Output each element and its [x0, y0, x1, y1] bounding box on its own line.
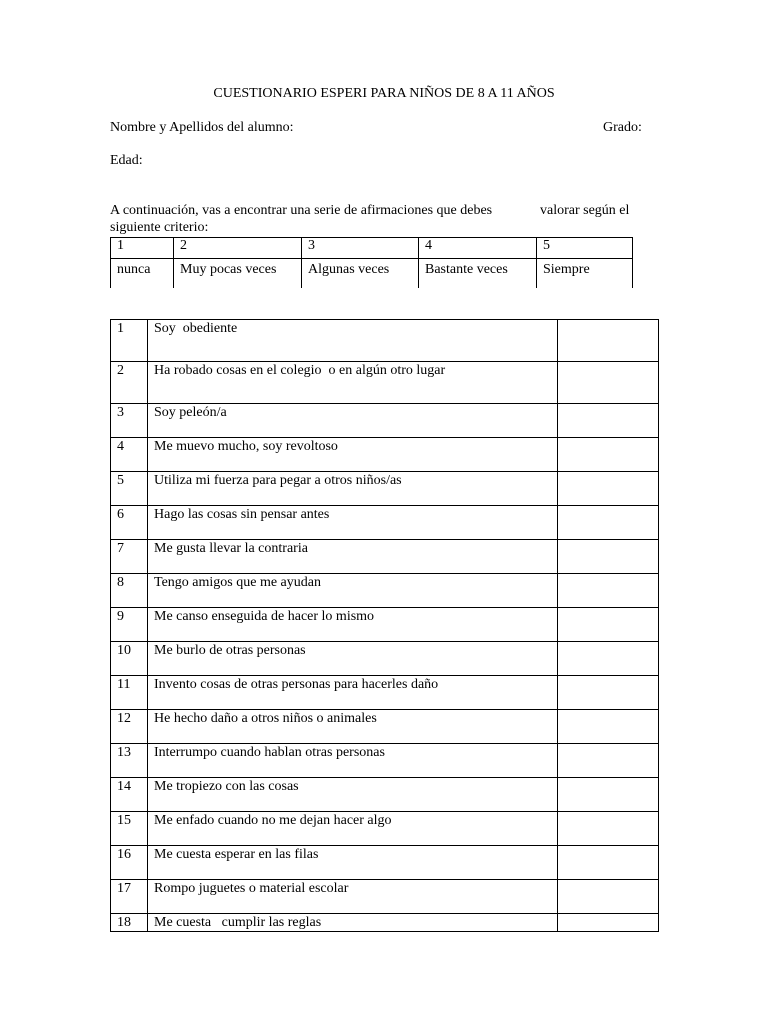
answer-cell[interactable]: [558, 362, 659, 404]
question-text: Utiliza mi fuerza para pegar a otros niños/as: [154, 473, 402, 488]
question-number-text: 12: [117, 711, 131, 726]
question-number-text: 1: [117, 321, 124, 336]
question-row: [111, 676, 659, 710]
question-number: [111, 914, 148, 932]
question-row: [111, 438, 659, 472]
question-number: [111, 608, 148, 642]
answer-cell[interactable]: [558, 608, 659, 642]
question-text: Soy obediente: [154, 321, 238, 336]
question-row: [111, 914, 659, 932]
question-number: [111, 778, 148, 812]
question-text: Me muevo mucho, soy revoltoso: [154, 439, 338, 454]
question-number-text: 14: [117, 779, 131, 794]
answer-cell[interactable]: [558, 880, 659, 914]
question-text: Me cuesta esperar en las filas: [154, 847, 319, 862]
question-row: [111, 710, 659, 744]
question-number-text: 10: [117, 643, 131, 658]
question-text: Invento cosas de otras personas para hacerles daño: [154, 677, 439, 692]
question-text: Rompo juguetes o material escolar: [154, 881, 349, 896]
question-row: [111, 574, 659, 608]
question-number-text: 18: [117, 915, 131, 930]
questionnaire-table: [110, 319, 659, 932]
question-row: [111, 642, 659, 676]
question-text-cell: [148, 472, 558, 506]
question-number: [111, 404, 148, 438]
question-text: Hago las cosas sin pensar antes: [154, 507, 330, 522]
question-row: [111, 506, 659, 540]
question-text-cell: [148, 362, 558, 404]
answer-cell[interactable]: [558, 438, 659, 472]
question-number-text: 9: [117, 609, 124, 624]
criteria-label: Bastante veces: [419, 259, 537, 289]
answer-cell[interactable]: [558, 320, 659, 362]
question-number-text: 8: [117, 575, 124, 590]
question-number-text: 7: [117, 541, 124, 556]
instructions-text-end: siguiente criterio:: [110, 220, 209, 235]
question-text: Me cuesta cumplir las reglas: [154, 915, 322, 930]
criteria-number-row: [111, 238, 633, 259]
question-number-text: 4: [117, 439, 124, 454]
instructions-text-continued: valorar según el: [540, 203, 630, 218]
criteria-number: 5: [537, 238, 633, 259]
question-text-cell: [148, 710, 558, 744]
criteria-label: Muy pocas veces: [174, 259, 302, 289]
question-number-text: 3: [117, 405, 124, 420]
question-text: Me tropiezo con las cosas: [154, 779, 299, 794]
question-text-cell: [148, 914, 558, 932]
criteria-label: nunca: [111, 259, 174, 289]
question-row: [111, 362, 659, 404]
question-row: [111, 540, 659, 574]
criteria-label-row: [111, 259, 633, 289]
question-number-text: 17: [117, 881, 131, 896]
question-number: [111, 574, 148, 608]
question-text-cell: [148, 676, 558, 710]
criteria-number: 4: [419, 238, 537, 259]
question-row: [111, 778, 659, 812]
grade-label: Grado:: [603, 120, 642, 135]
question-text-cell: [148, 642, 558, 676]
answer-cell[interactable]: [558, 914, 659, 932]
question-text: Me enfado cuando no me dejan hacer algo: [154, 813, 392, 828]
criteria-label: Siempre: [537, 259, 633, 289]
answer-cell[interactable]: [558, 540, 659, 574]
criteria-number: 1: [111, 238, 174, 259]
question-number: [111, 676, 148, 710]
answer-cell[interactable]: [558, 812, 659, 846]
answer-cell[interactable]: [558, 574, 659, 608]
question-text-cell: [148, 880, 558, 914]
question-number: [111, 880, 148, 914]
question-text-cell: [148, 744, 558, 778]
answer-cell[interactable]: [558, 676, 659, 710]
question-text-cell: [148, 778, 558, 812]
question-text: Soy peleón/a: [154, 405, 227, 420]
age-label: Edad:: [110, 153, 143, 168]
question-row: [111, 320, 659, 362]
question-number: [111, 642, 148, 676]
criteria-number: 3: [302, 238, 419, 259]
question-number: [111, 812, 148, 846]
question-number-text: 16: [117, 847, 131, 862]
question-number: [111, 540, 148, 574]
question-number-text: 6: [117, 507, 124, 522]
student-name-label: Nombre y Apellidos del alumno:: [110, 120, 294, 135]
question-row: [111, 846, 659, 880]
question-text: Tengo amigos que me ayudan: [154, 575, 321, 590]
question-text-cell: [148, 540, 558, 574]
question-text-cell: [148, 506, 558, 540]
question-text: Me burlo de otras personas: [154, 643, 306, 658]
criteria-number: 2: [174, 238, 302, 259]
question-number-text: 11: [117, 677, 131, 692]
answer-cell[interactable]: [558, 642, 659, 676]
answer-cell[interactable]: [558, 506, 659, 540]
question-row: [111, 880, 659, 914]
document-title: CUESTIONARIO ESPERI PARA NIÑOS DE 8 A 11 AÑOS: [213, 86, 555, 101]
question-text-cell: [148, 574, 558, 608]
question-text-cell: [148, 438, 558, 472]
answer-cell[interactable]: [558, 778, 659, 812]
question-number: [111, 506, 148, 540]
question-text-cell: [148, 812, 558, 846]
question-number-text: 5: [117, 473, 124, 488]
criteria-label: Algunas veces: [302, 259, 419, 289]
answer-cell[interactable]: [558, 404, 659, 438]
question-text-cell: [148, 846, 558, 880]
question-text: Interrumpo cuando hablan otras personas: [154, 745, 385, 760]
question-text-cell: [148, 608, 558, 642]
question-number: [111, 438, 148, 472]
question-text-cell: [148, 320, 558, 362]
question-number: [111, 846, 148, 880]
answer-cell[interactable]: [558, 472, 659, 506]
question-row: [111, 404, 659, 438]
answer-cell[interactable]: [558, 744, 659, 778]
question-text-cell: [148, 404, 558, 438]
question-number-text: 15: [117, 813, 131, 828]
question-row: [111, 608, 659, 642]
question-row: [111, 744, 659, 778]
question-number-text: 13: [117, 745, 131, 760]
question-number: [111, 744, 148, 778]
question-text: Me gusta llevar la contraria: [154, 541, 308, 556]
question-text: Me canso enseguida de hacer lo mismo: [154, 609, 375, 624]
question-row: [111, 472, 659, 506]
rating-criteria-table: [110, 237, 633, 288]
instructions-text: A continuación, vas a encontrar una serie de afirmaciones que debes: [110, 203, 493, 218]
question-number: [111, 320, 148, 362]
answer-cell[interactable]: [558, 846, 659, 880]
question-row: [111, 812, 659, 846]
question-text: He hecho daño a otros niños o animales: [154, 711, 377, 726]
question-number-text: 2: [117, 363, 124, 378]
question-text: Ha robado cosas en el colegio o en algún otro lugar: [154, 363, 446, 378]
question-number: [111, 472, 148, 506]
question-number: [111, 362, 148, 404]
answer-cell[interactable]: [558, 710, 659, 744]
question-number: [111, 710, 148, 744]
